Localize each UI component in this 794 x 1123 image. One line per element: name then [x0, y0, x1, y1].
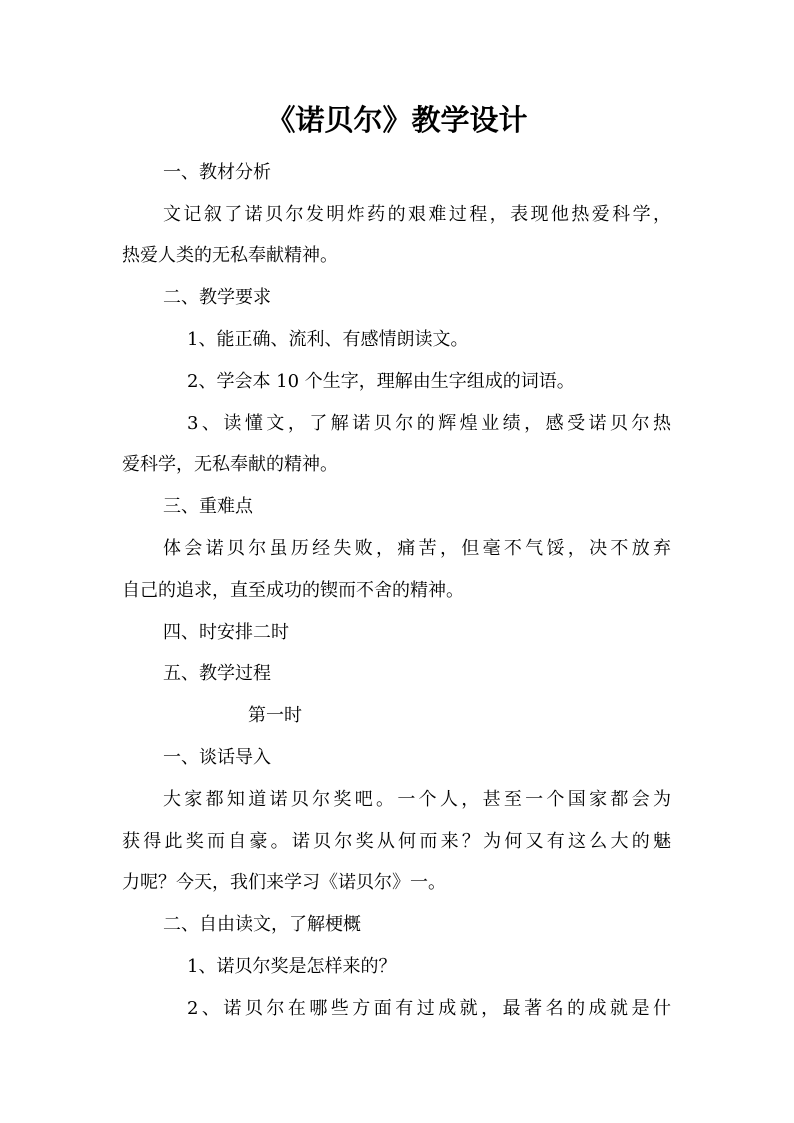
paragraph-line: 爱科学，无私奉献的精神。	[122, 454, 338, 475]
paragraph-line: 体会诺贝尔虽历经失败，痛苦，但毫不气馁，决不放弃	[163, 538, 671, 559]
section-heading: 五、教学过程	[163, 663, 271, 684]
lesson-heading: 第一时	[248, 705, 302, 726]
paragraph-line: 大家都知道诺贝尔奖吧。一个人，甚至一个国家都会为	[163, 789, 671, 810]
section-heading: 一、教材分析	[163, 162, 271, 183]
section-heading: 一、谈话导入	[163, 747, 271, 768]
document-title: 《诺贝尔》教学设计	[266, 103, 528, 137]
list-item: 1、能正确、流利、有感情朗读文。	[187, 329, 469, 350]
list-item: 3、读懂文，了解诺贝尔的辉煌业绩，感受诺贝尔热	[187, 413, 671, 434]
section-heading: 二、自由读文，了解梗概	[163, 914, 361, 935]
paragraph-line: 获得此奖而自豪。诺贝尔奖从何而来？为何又有这么大的魅	[122, 831, 671, 852]
list-item: 1、诺贝尔奖是怎样来的？	[187, 956, 397, 977]
section-heading: 二、教学要求	[163, 287, 271, 308]
section-heading: 四、时安排二时	[163, 622, 289, 643]
paragraph-line: 自己的追求，直至成功的锲而不舍的精神。	[122, 580, 464, 601]
paragraph-line: 热爱人类的无私奉献精神。	[122, 245, 338, 266]
paragraph-line: 文记叙了诺贝尔发明炸药的艰难过程，表现他热爱科学，	[163, 204, 671, 225]
paragraph-line: 力呢？今天，我们来学习《诺贝尔》一。	[122, 872, 446, 893]
list-item: 2、学会本 10 个生字，理解由生字组成的词语。	[187, 371, 575, 392]
list-item: 2、诺贝尔在哪些方面有过成就，最著名的成就是什	[187, 998, 671, 1019]
section-heading: 三、重难点	[163, 496, 253, 517]
